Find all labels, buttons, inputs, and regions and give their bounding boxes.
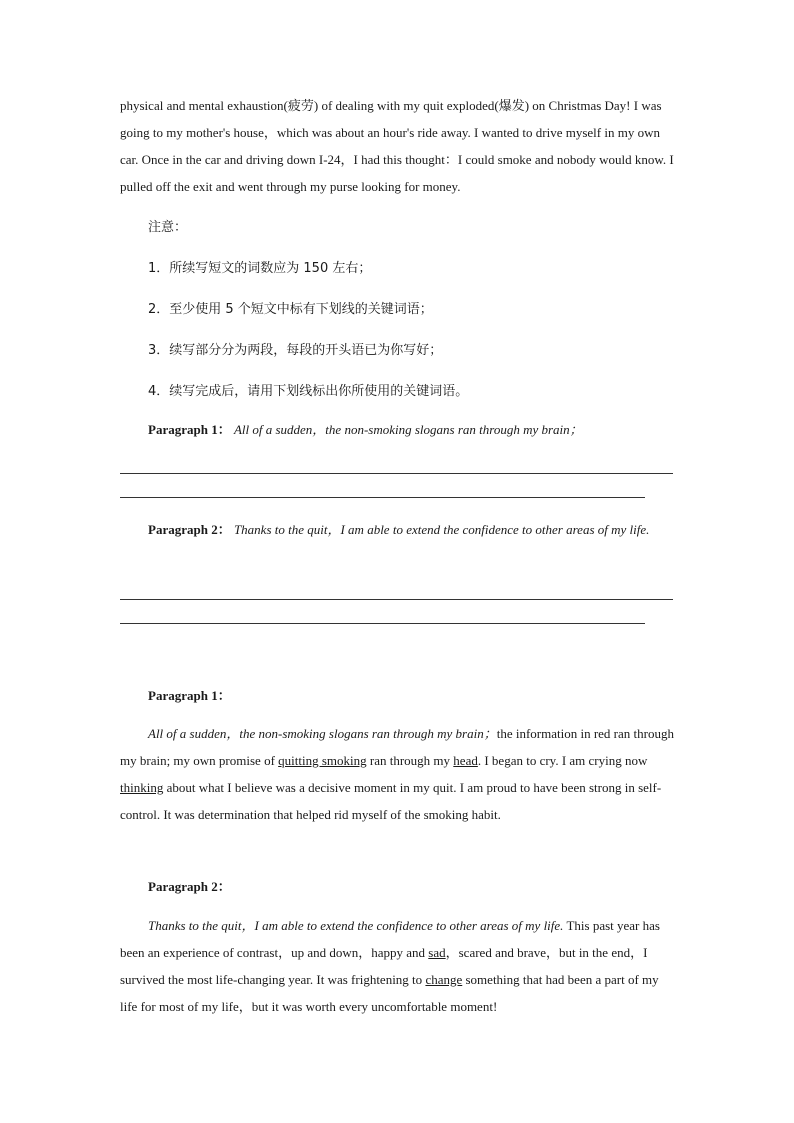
answer-2-label: Paragraph 2：: [148, 879, 231, 894]
note-item: 4．续写完成后，请用下划线标出你所使用的关键词语。: [148, 384, 469, 399]
note-item: 1．所续写短文的词数应为 150 左右；: [148, 261, 372, 276]
paragraph-opening: Thanks to the quit，I am able to extend the confidence to other areas of my life.: [148, 918, 564, 933]
keyword-underlined: thinking: [120, 780, 164, 795]
answer-text: . I began to cry. I am crying now: [477, 753, 648, 768]
keyword-underlined: quitting smoking: [278, 753, 367, 768]
keyword-underlined: sad: [428, 945, 446, 960]
answer-paragraph-1: [120, 720, 675, 828]
answer-1-label: Paragraph 1：: [148, 688, 231, 703]
notes-title: 注意：: [148, 220, 188, 235]
answer-text: about what I believe was a decisive moment in my quit. I am proud to have been strong in self-control. It was determination that helped rid myself of the smoking habit.: [120, 780, 662, 822]
answer-paragraph-2: [120, 912, 675, 1020]
paragraph-opening: All of a sudden，the non-smoking slogans ran through my brain；: [148, 726, 497, 741]
answer-text: the information in red ran through my brain; my own promise of: [120, 726, 674, 768]
prompt-paragraph-2: [120, 516, 675, 543]
answer-text: ran through my: [366, 753, 454, 768]
answer-line: [120, 599, 673, 600]
answer-text: ，scared and brave，but in the end，I survived the most life-changing year. It was frightening to: [120, 945, 648, 987]
answer-text: something that had been a part of my life for most of my life，but it was worth every uncomfortable moment!: [120, 972, 659, 1014]
paragraph-label: Paragraph 2：: [148, 522, 231, 537]
answer-line: [120, 497, 645, 498]
prompt-paragraph-1: [148, 419, 675, 438]
keyword-underlined: head: [453, 753, 478, 768]
note-item: 2．至少使用 5 个短文中标有下划线的关键词语；: [148, 302, 433, 317]
story-paragraph: physical and mental exhaustion(疲劳) of dealing with my quit exploded(爆发) on Christmas Day! I was going to my mother's house，which was about an hour's ride away. I wanted to drive myself in my own car. Once in the car and driving down I-24，I had this thought：I could smoke and nobody would know. I pulled off the exit and went through my purse looking for money.: [120, 98, 674, 194]
paragraph-opening: Thanks to the quit，I am able to extend the confidence to other areas of my life.: [233, 522, 650, 537]
answer-line: [120, 623, 645, 624]
answer-text: This past year has been an experience of contrast，up and down，happy and: [120, 918, 660, 960]
paragraph-label: Paragraph 1：: [148, 422, 231, 437]
paragraph-opening: All of a sudden，the non-smoking slogans ran through my brain；: [233, 422, 583, 437]
keyword-underlined: change: [425, 972, 463, 987]
note-item: 3．续写部分分为两段，每段的开头语已为你写好；: [148, 343, 443, 358]
answer-line: [120, 473, 673, 474]
